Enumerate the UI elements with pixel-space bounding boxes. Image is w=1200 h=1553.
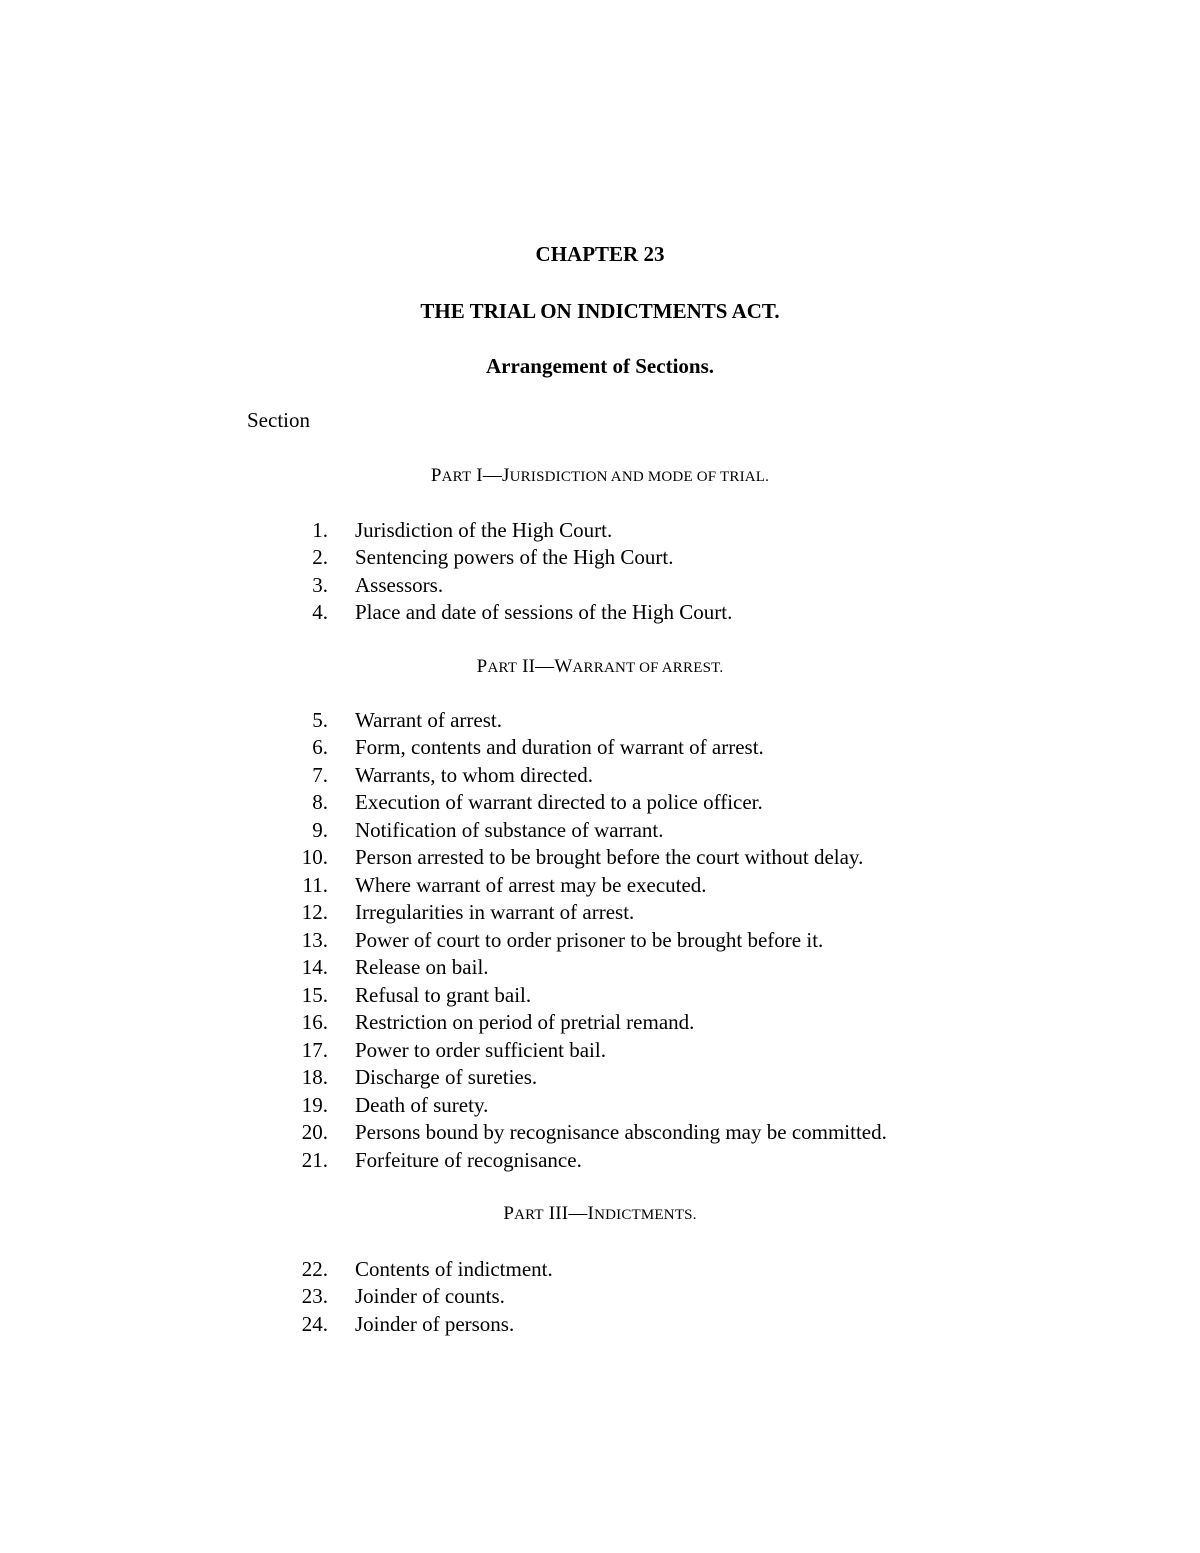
entry-title: Assessors. <box>355 573 444 597</box>
toc-entry <box>0 600 1200 627</box>
toc-entry <box>0 873 1200 900</box>
toc-entry <box>0 573 1200 600</box>
entry-title: Jurisdiction of the High Court. <box>355 518 613 542</box>
entry-title: Forfeiture of recognisance. <box>355 1148 582 1172</box>
entry-number: 11. <box>302 873 328 897</box>
entry-title: Refusal to grant bail. <box>355 983 532 1007</box>
entry-number: 21. <box>301 1148 328 1172</box>
act-title: THE TRIAL ON INDICTMENTS ACT. <box>420 299 780 323</box>
entry-number: 12. <box>301 900 328 924</box>
entry-number: 22. <box>301 1257 328 1281</box>
entry-title: Death of surety. <box>355 1093 489 1117</box>
toc-entry <box>0 1257 1200 1284</box>
chapter-heading: CHAPTER 23 <box>535 242 665 266</box>
entry-title: Sentencing powers of the High Court. <box>355 545 674 569</box>
entry-title: Discharge of sureties. <box>355 1065 538 1089</box>
toc-entry <box>0 1010 1200 1037</box>
toc-entry <box>0 845 1200 872</box>
entry-number: 23. <box>301 1284 328 1308</box>
entry-number: 20. <box>301 1120 328 1144</box>
entry-title: Execution of warrant directed to a police officer. <box>355 790 763 814</box>
entry-number: 1. <box>312 518 328 542</box>
entry-number: 5. <box>312 708 328 732</box>
entry-number: 15. <box>301 983 328 1007</box>
toc-entry <box>0 518 1200 545</box>
toc-entry <box>0 900 1200 927</box>
entry-number: 7. <box>312 763 328 787</box>
toc-entry <box>0 1093 1200 1120</box>
entry-title: Joinder of counts. <box>355 1284 505 1308</box>
entry-title: Form, contents and duration of warrant of arrest. <box>355 735 764 759</box>
entry-title: Place and date of sessions of the High Court. <box>355 600 733 624</box>
section-column-label: Section <box>247 408 310 432</box>
toc-entry <box>0 1065 1200 1092</box>
entry-title: Contents of indictment. <box>355 1257 553 1281</box>
entry-title: Warrants, to whom directed. <box>355 763 593 787</box>
entry-title: Power of court to order prisoner to be brought before it. <box>355 928 824 952</box>
toc-entry <box>0 545 1200 572</box>
entry-number: 17. <box>301 1038 328 1062</box>
entry-number: 19. <box>301 1093 328 1117</box>
entry-number: 3. <box>312 573 328 597</box>
entry-number: 16. <box>301 1010 328 1034</box>
entry-title: Where warrant of arrest may be executed. <box>355 873 707 897</box>
part-heading: PART I—JURISDICTION AND MODE OF TRIAL. <box>430 465 770 486</box>
entry-title: Person arrested to be brought before the court without delay. <box>355 845 864 869</box>
toc-entry <box>0 763 1200 790</box>
toc-entry <box>0 983 1200 1010</box>
entry-title: Persons bound by recognisance absconding may be committed. <box>355 1120 887 1144</box>
entry-title: Restriction on period of pretrial remand. <box>355 1010 695 1034</box>
toc-entry <box>0 1312 1200 1339</box>
entry-number: 2. <box>312 545 328 569</box>
toc-entry <box>0 735 1200 762</box>
toc-entry <box>0 1148 1200 1175</box>
entry-title: Irregularities in warrant of arrest. <box>355 900 635 924</box>
entry-title: Power to order sufficient bail. <box>355 1038 606 1062</box>
entry-number: 8. <box>312 790 328 814</box>
entry-title: Notification of substance of warrant. <box>355 818 664 842</box>
entry-number: 14. <box>301 955 328 979</box>
entry-number: 18. <box>301 1065 328 1089</box>
entry-title: Warrant of arrest. <box>355 708 502 732</box>
entry-number: 10. <box>301 845 328 869</box>
toc-entry <box>0 928 1200 955</box>
toc-entry <box>0 1120 1200 1147</box>
part-heading: PART III—INDICTMENTS. <box>503 1203 697 1224</box>
toc-entry <box>0 1038 1200 1065</box>
entry-number: 6. <box>312 735 328 759</box>
toc-entry <box>0 708 1200 735</box>
entry-number: 9. <box>312 818 328 842</box>
entry-number: 4. <box>312 600 328 624</box>
toc-entry <box>0 1284 1200 1311</box>
entry-title: Release on bail. <box>355 955 489 979</box>
part-heading: PART II—WARRANT OF ARREST. <box>476 656 724 677</box>
toc-entry <box>0 790 1200 817</box>
entry-title: Joinder of persons. <box>355 1312 515 1336</box>
entry-number: 24. <box>301 1312 328 1336</box>
entry-number: 13. <box>301 928 328 952</box>
arrangement-heading: Arrangement of Sections. <box>485 354 715 378</box>
toc-entry <box>0 955 1200 982</box>
toc-entry <box>0 818 1200 845</box>
